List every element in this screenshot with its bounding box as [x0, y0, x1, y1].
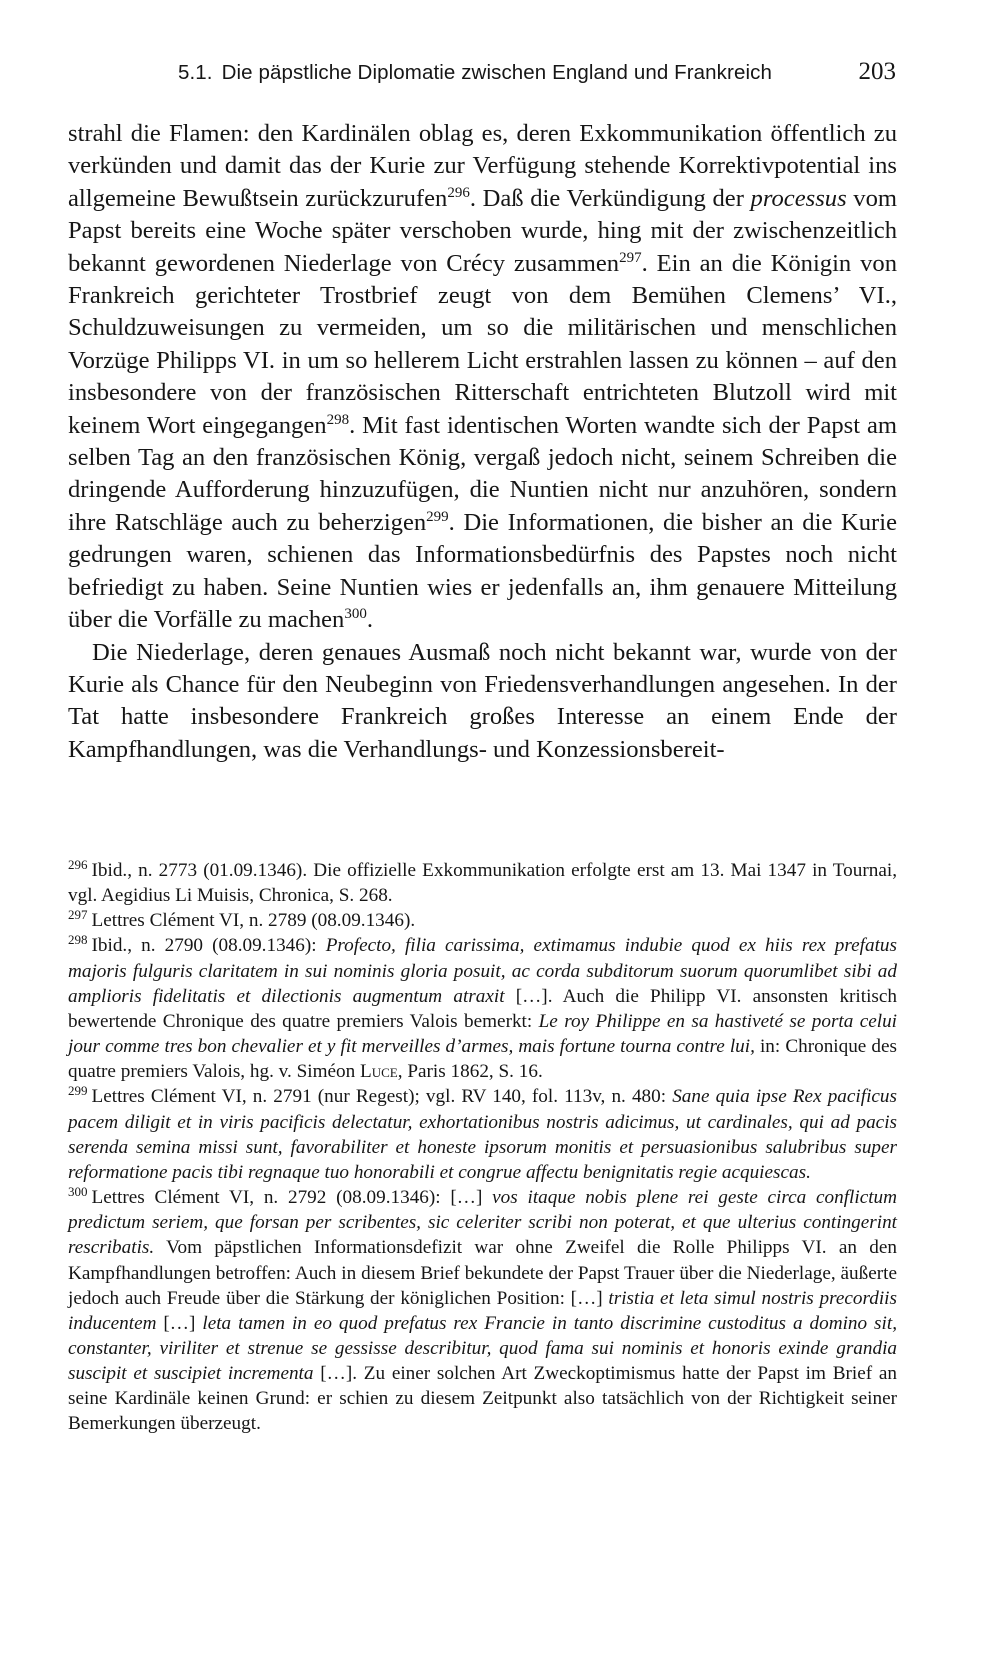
paragraph-1: [68, 118, 897, 637]
french-quote: Le roy Philippe en sa hastiveté se porta celui jour comme tres bon chevalier et y fit merveilles d’armes, mais fortune tourna contre lui,: [68, 1010, 898, 1058]
footnote-ref-297: 297: [619, 249, 642, 266]
text-run: . Daß die Verkündigung der: [469, 184, 751, 212]
footnote-text: […]: [156, 1312, 203, 1334]
footnote-ref-300: 300: [344, 606, 367, 623]
text-run: vom Papst bereits eine Woche später verschoben wurde, hing mit der zwischenzeitlich bekannt gewordenen Niederlage von Crécy zusammen: [68, 184, 898, 277]
footnote-number: 297: [68, 907, 88, 923]
footnote-ref-299: 299: [426, 508, 449, 525]
latin-quote: Profecto, filia carissima, extimamus indubie quod ex hiis rex prefatus majoris fulguris claritatem in sui nominis gloria posuit, ac corda subditorum suorum quorumlibet sibi ad amplioris fidelitatis et dilectionis augmentum atraxit: [68, 935, 897, 1007]
footnote-number: 299: [68, 1083, 88, 1099]
footnote-text: Lettres Clément VI, n. 2792 (08.09.1346): […]: [91, 1187, 493, 1209]
latin-quote: tristia et leta simul nostris precordiis inducentem: [68, 1287, 897, 1334]
footnotes: [68, 858, 897, 1437]
footnote-number: 300: [68, 1184, 88, 1200]
text-run: . Die Informationen, die bisher an die Kurie gedrungen waren, schienen das Informationsbedürfnis des Papstes noch nicht befriedigt zu haben. Seine Nuntien wies er jedenfalls an, ihm genauere Mitteilung über die Vorfälle zu machen: [68, 508, 897, 634]
footnote-number: 296: [68, 857, 88, 872]
footnote-ref-298: 298: [326, 411, 350, 428]
italic-term: processus: [750, 184, 847, 212]
section-number: 5.1.: [178, 61, 213, 84]
main-text: [68, 118, 897, 766]
editor-name: Luce: [360, 1061, 398, 1083]
paragraph-2: Die Niederlage, deren genaues Ausmaß noch nicht bekannt war, wurde von der Kurie als Chance für den Neubeginn von Friedensverhandlungen angesehen. In der Tat hatte insbesondere Frankreich großes Interesse an einem Ende der Kampfhandlungen, was die Verhandlungs- und Konzessionsbereit-: [68, 638, 897, 763]
text-run: strahl die Flamen: den Kardinälen oblag es, deren Exkommunikation öffentlich zu verkünden und damit das der Kurie zur Verfügung stehende Korrektivpotential ins allgemeine Bewußtsein zurückzurufen: [68, 120, 897, 212]
running-title: [178, 61, 772, 85]
running-header: [178, 58, 896, 102]
footnote-text: Ibid., n. 2773 (01.09.1346). Die offizielle Exkommunikation erfolgte erst am 13. Mai 1347 in Tournai, vgl. Aegidius Li Muisis, Chronica, S. 268.: [68, 860, 897, 907]
footnote-text: Lettres Clément VI, n. 2789 (08.09.1346).: [91, 910, 416, 932]
footnote-text: […]. Auch die Philipp VI. ansonsten kritisch bewertende Chronique des quatre premiers Valois bemerkt:: [68, 985, 897, 1032]
footnote-text: Ibid., n. 2790 (08.09.1346):: [91, 935, 326, 957]
footnote-300: [68, 1185, 897, 1437]
footnote-298: [68, 933, 897, 1084]
footnote-text: Lettres Clément VI, n. 2791 (nur Regest); vgl. RV 140, fol. 113v, n. 480:: [91, 1086, 673, 1108]
latin-quote: Sane quia ipse Rex pacificus pacem diligit et in viris pacificis delectatur, exhortationibus nostris adicimus, ut cardinales, qui ad pacis serenda semina missi sunt, favorabiliter et honeste ipsorum monitis et persuasionibus salubribus super reformatione pacis tibi regnaque tuo honorabili et congrue affectu benignitatis regie acquiescas.: [68, 1086, 897, 1183]
footnote-number: 298: [68, 932, 88, 948]
footnote-text: , Paris 1862, S. 16.: [397, 1061, 543, 1083]
text-run: .: [366, 606, 373, 634]
latin-quote: vos itaque nobis plene rei geste circa conflictum predictum seriem, que forsan per scribentes, sic celeriter scribi non poterat, et que ulterius contingerint rescribatis.: [68, 1187, 898, 1259]
latin-quote: leta tamen in eo quod prefatus rex Francie in tanto discrimine custoditus a domino sit, constanter, viriliter et strenue se gessisse describitur, quod fama sui nominis et honoris exinde grandia suscipit et suscipiet incrementa: [68, 1312, 897, 1385]
page-number: 203: [858, 58, 896, 85]
footnote-299: [68, 1084, 897, 1185]
footnote-text: in: Chronique des quatre premiers Valois, hg. v. Siméon: [68, 1036, 897, 1083]
text-run: . Ein an die Königin von Frankreich gerichteter Trostbrief zeugt von dem Bemühen Clemens’ VI., Schuldzuweisungen zu vermeiden, um so die militärischen und menschlichen Vorzüge Philipps VI. in um so hellerem Licht erstrahlen lassen zu können – auf den insbesondere von der französischen Ritterschaft entrichteten Blutzoll wird mit keinem Wort eingegangen: [68, 249, 897, 439]
footnote-296: [68, 858, 897, 908]
footnote-text: […]. Zu einer solchen Art Zweckoptimismus hatte der Papst im Brief an seine Kardinäle keinen Grund: er schien zu diesem Zeitpunkt also tatsächlich von der Richtigkeit seiner Bemerkungen überzeugt.: [68, 1363, 897, 1435]
footnote-text: Vom päpstlichen Informationsdefizit war ohne Zweifel die Rolle Philipps VI. an den Kampfhandlungen betroffen: Auch in diesem Brief bekundete der Papst Trauer über die Niederlage, äußerte jedoch auch Freude über die Stärkung der königlichen Position: […]: [68, 1237, 897, 1309]
footnote-ref-296: 296: [447, 184, 470, 201]
text-run: . Mit fast identischen Worten wandte sich der Papst am selben Tag an den französischen König, vergaß jedoch nicht, seinem Schreiben die dringende Aufforderung hinzuzufügen, die Nuntien nicht nur anzuhören, sondern ihre Ratschläge auch zu beherzigen: [68, 411, 897, 536]
section-title: Die päpstliche Diplomatie zwischen England und Frankreich: [221, 61, 772, 84]
footnote-297: [68, 908, 897, 933]
